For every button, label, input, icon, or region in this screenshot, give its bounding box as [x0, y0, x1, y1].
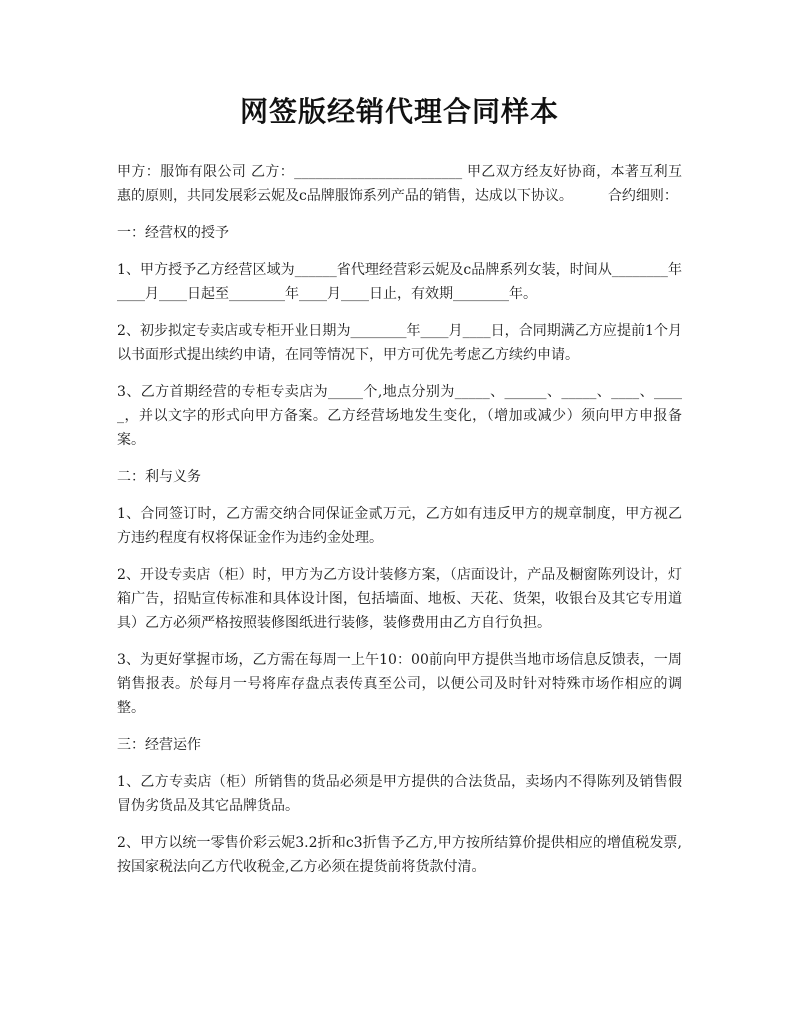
section-operations	[117, 733, 682, 879]
clause-paragraph: 1、甲方授予乙方经营区域为______省代理经营彩云妮及c品牌系列女装，时间从________年____月____日起至________年____月____日止，有效期________年。	[117, 262, 682, 302]
clause-paragraph: 1、合同签订时，乙方需交纳合同保证金贰万元，乙方如有违反甲方的规章制度，甲方视乙方违约程度有权将保证金作为违约金处理。	[117, 506, 682, 546]
document-title: 网签版经销代理合同样本	[239, 95, 559, 128]
section-heading: 三：经营运作	[117, 737, 201, 753]
clause-paragraph: 2、甲方以统一零售价彩云妮3.2折和c3折售予乙方,甲方按所结算价提供相应的增值税发票,按国家税法向乙方代收税金,乙方必须在提货前将货款付清。	[117, 835, 682, 875]
contract-page	[117, 90, 682, 892]
clause-paragraph: 3、为更好掌握市场，乙方需在每周一上午10：00前向甲方提供当地市场信息反馈表，一周销售报表。於每月一号将库存盘点表传真至公司，以便公司及时针对特殊市场作相应的调整。	[117, 652, 682, 716]
section-heading: 一：经营权的授予	[117, 225, 229, 241]
clause-paragraph: 2、开设专卖店（柜）时，甲方为乙方设计装修方案，（店面设计，产品及橱窗陈列设计，灯箱广告，招贴宣传标准和具体设计图，包括墙面、地板、天花、货架，收银台及其它专用道具）乙方必须严格按照装修图纸进行装修，装修费用由乙方自行负担。	[117, 567, 682, 631]
section-operating-rights	[117, 221, 682, 452]
clause-paragraph: 2、初步拟定专卖店或专柜开业日期为________年____月____日，合同期满乙方应提前1个月以书面形式提出续约申请，在同等情况下，甲方可优先考虑乙方续约申请。	[117, 323, 682, 363]
clause-paragraph: 3、乙方首期经营的专柜专卖店为_____个,地点分别为_____、______、_____、____、_____，并以文字的形式向甲方备案。乙方经营场地发生变化，（增加或减少）须向甲方申报备案。	[117, 384, 682, 448]
section-heading: 二：利与义务	[117, 469, 201, 485]
clause-paragraph: 1、乙方专卖店（柜）所销售的货品必须是甲方提供的合法货品，卖场内不得陈列及销售假冒伪劣货品及其它品牌货品。	[117, 774, 682, 814]
section-rights-obligations	[117, 465, 682, 720]
intro-paragraph: 甲方：服饰有限公司 乙方：________________________ 甲乙双方经友好协商，本著互利互惠的原则，共同发展彩云妮及c品牌服饰系列产品的销售，达成以下协议。 合约细则：	[117, 164, 682, 204]
